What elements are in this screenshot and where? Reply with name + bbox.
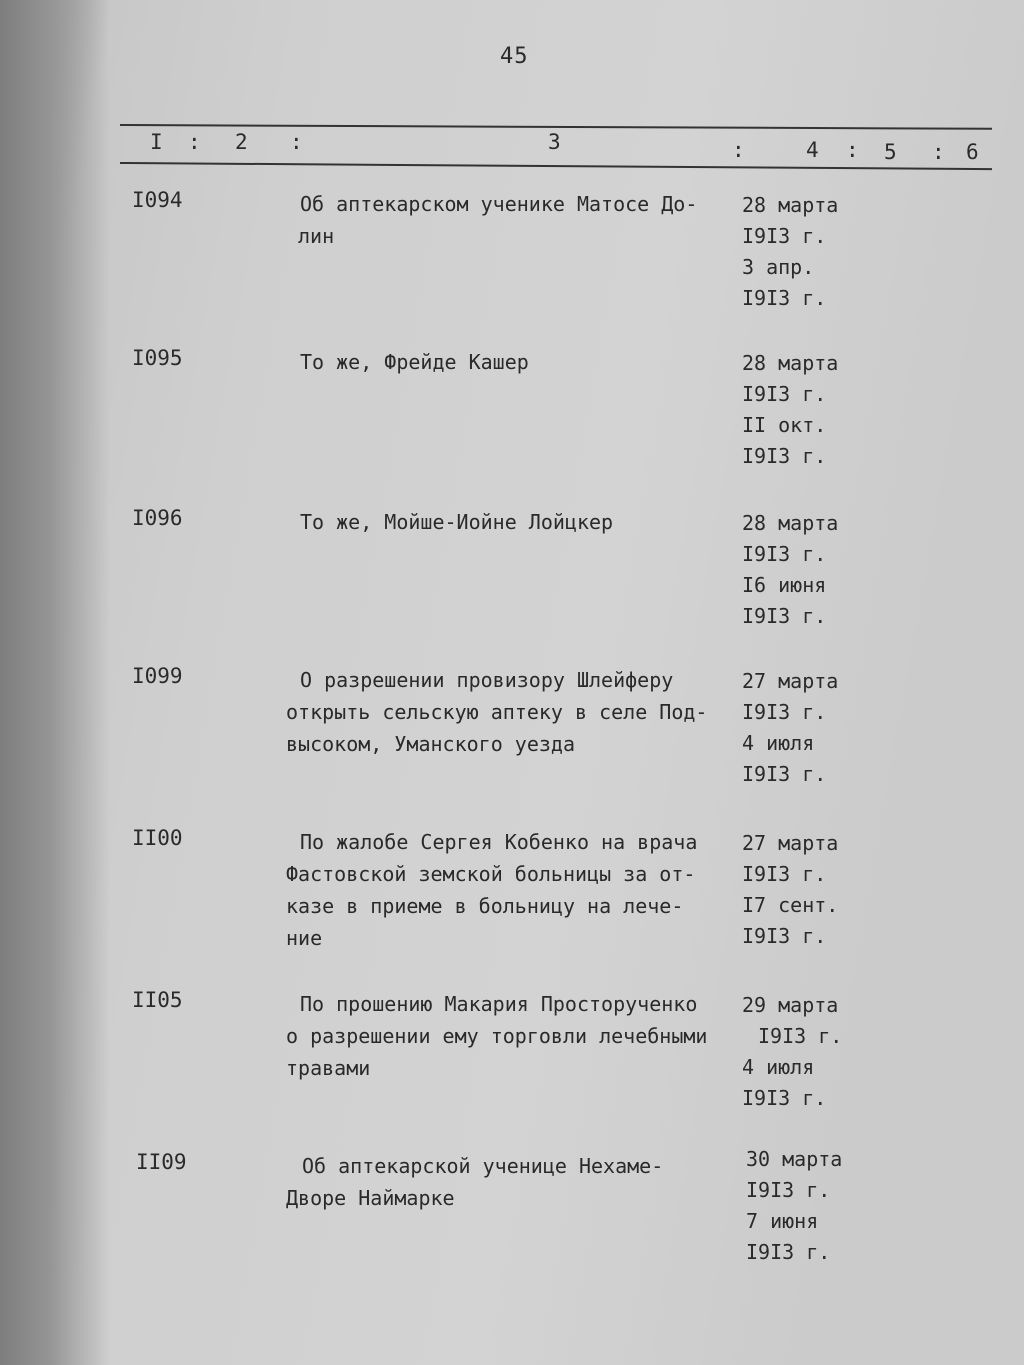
entry-title (286, 988, 736, 1084)
entry-dates (742, 348, 838, 472)
date-line: I9I3 г. (742, 604, 827, 628)
title-line: о разрешении ему торговли лечебными (286, 1024, 708, 1048)
date-line: 3 апр. (742, 255, 815, 279)
header-rule-bottom (120, 162, 992, 170)
date-line: 4 июля (742, 1055, 815, 1079)
entry-dates (742, 190, 838, 314)
entry-number: II05 (132, 988, 183, 1012)
header-sep-5: : (932, 140, 945, 164)
header-sep-4: : (846, 138, 859, 162)
date-line: I9I3 г. (742, 1086, 827, 1110)
title-line: То же, Мойше-Иойне Лойцкер (300, 510, 614, 534)
date-line: 28 марта (742, 193, 839, 217)
date-line: 4 июля (742, 731, 815, 755)
header-col-1: I (150, 130, 163, 154)
entry-number: II09 (136, 1150, 187, 1174)
header-col-5: 5 (884, 140, 897, 164)
entry-dates (742, 666, 838, 790)
title-line: травами (286, 1056, 371, 1080)
entry-number: I096 (132, 506, 183, 530)
header-sep-2: : (290, 130, 303, 154)
page-number: 45 (500, 44, 529, 69)
title-line: О разрешении провизору Шлейферу (300, 668, 674, 692)
entry-number: I095 (132, 346, 183, 370)
title-line: высоком, Уманского уезда (286, 732, 575, 756)
date-line: I9I3 г. (742, 862, 827, 886)
date-line: I9I3 г. (746, 1178, 831, 1202)
date-line: I9I3 г. (746, 1240, 831, 1264)
header-rule-top (120, 124, 992, 130)
date-line: I9I3 г. (742, 224, 827, 248)
date-line: 7 июня (746, 1209, 819, 1233)
entry-title (286, 826, 736, 954)
date-line: 30 марта (746, 1147, 843, 1171)
header-sep-3: : (732, 138, 745, 162)
title-line: По жалобе Сергея Кобенко на врача (300, 830, 698, 854)
date-line: 29 марта (742, 993, 839, 1017)
date-line: I9I3 г. (742, 924, 827, 948)
entry-title (286, 664, 736, 760)
entry-dates (742, 828, 838, 952)
title-line: ние (286, 926, 323, 950)
date-line: I9I3 г. (742, 286, 827, 310)
title-line: Фастовской земской больницы за от- (286, 862, 696, 886)
date-line: I9I3 г. (742, 382, 827, 406)
entry-title (300, 346, 750, 378)
entry-number: I099 (132, 664, 183, 688)
title-line: То же, Фрейде Кашер (300, 350, 529, 374)
date-line: II окт. (742, 413, 827, 437)
date-line: 27 марта (742, 669, 839, 693)
header-col-6: 6 (966, 140, 979, 164)
entry-dates (742, 990, 842, 1114)
date-line: I9I3 г. (742, 762, 827, 786)
date-line: I9I3 г. (758, 1024, 843, 1048)
date-line: I7 сент. (742, 893, 839, 917)
entry-title (300, 506, 750, 538)
header-col-3: 3 (548, 130, 561, 154)
header-col-4: 4 (806, 138, 819, 162)
date-line: 28 марта (742, 351, 839, 375)
entry-title (286, 1150, 736, 1214)
date-line: I9I3 г. (742, 700, 827, 724)
title-line: Об аптекарском ученике Матосе До- (300, 192, 698, 216)
title-line: казе в приеме в больницу на лече- (286, 894, 684, 918)
entry-title (300, 188, 750, 252)
date-line: 28 марта (742, 511, 839, 535)
binding-gutter (0, 0, 110, 1365)
entry-dates (746, 1144, 842, 1268)
title-line: Дворе Наймарке (286, 1186, 455, 1210)
entry-number: I094 (132, 188, 183, 212)
date-line: 27 марта (742, 831, 839, 855)
date-line: I9I3 г. (742, 444, 827, 468)
header-col-2: 2 (235, 130, 248, 154)
header-sep-1: : (188, 130, 201, 154)
date-line: I6 июня (742, 573, 827, 597)
title-line: Об аптекарской ученице Нехаме- (302, 1154, 664, 1178)
date-line: I9I3 г. (742, 542, 827, 566)
entry-dates (742, 508, 838, 632)
title-line: открыть сельскую аптеку в селе Под- (286, 700, 708, 724)
title-line: По прошению Макария Просторученко (300, 992, 698, 1016)
title-line: лин (298, 224, 335, 248)
entry-number: II00 (132, 826, 183, 850)
